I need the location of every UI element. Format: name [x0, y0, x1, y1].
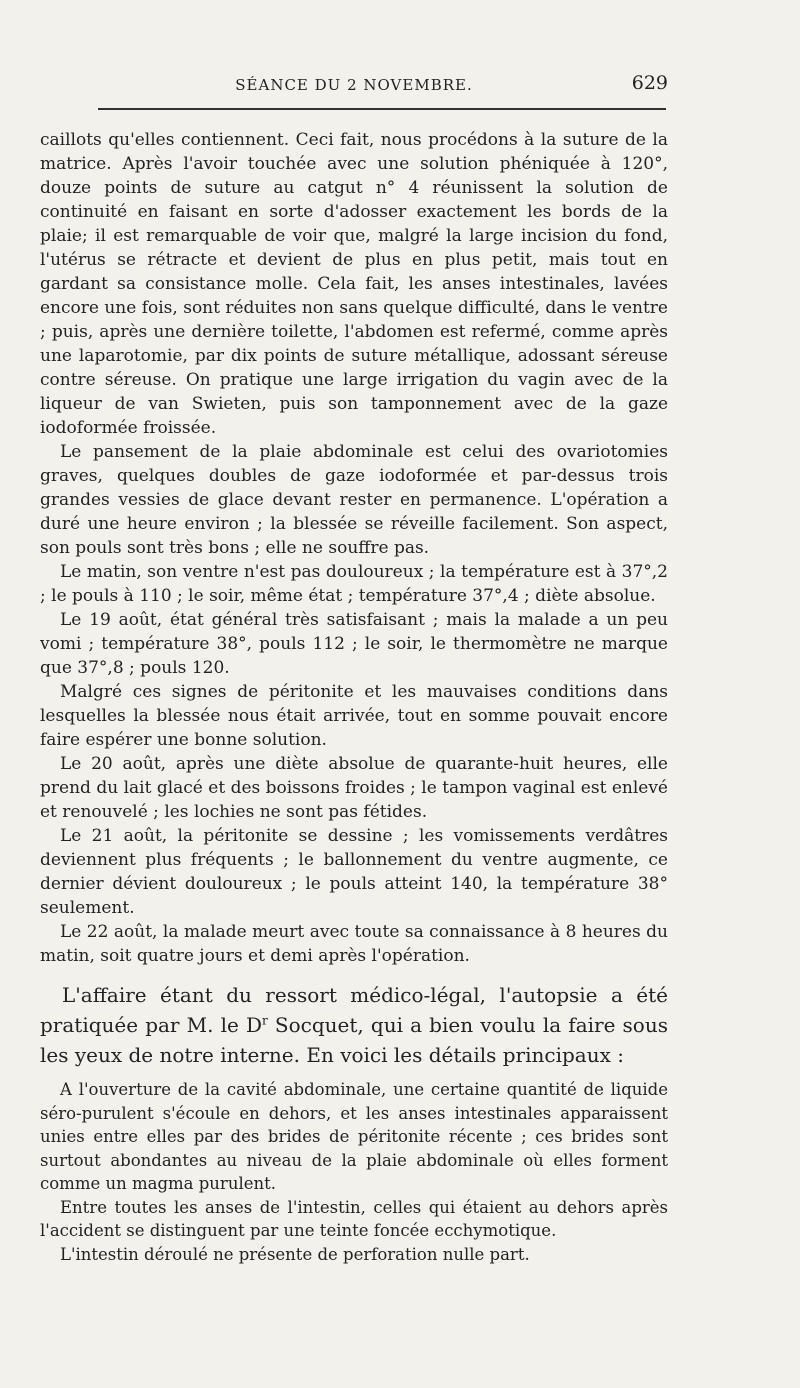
running-header: [40, 70, 668, 100]
running-title: SÉANCE DU 2 NOVEMBRE.: [235, 76, 473, 94]
paragraph: Le pansement de la plaie abdominale est celui des ovariotomies graves, quelques doubles de gaze iodoformée et par-dessus trois grandes vessies de glace devant rester en permanence. L'opération a duré une heure environ ; la blessée se réveille facilement. Son aspect, son pouls sont très bons ; elle ne souffre pas.: [40, 442, 668, 558]
page-number: 629: [631, 72, 668, 94]
autopsy-intro-sup: r: [262, 1013, 268, 1028]
paragraph: Le 19 août, état général très satisfaisant ; mais la malade a un peu vomi ; température 38°, pouls 112 ; le soir, le thermomètre ne marque que 37°,8 ; pouls 120.: [40, 610, 668, 678]
header-rule: [98, 108, 666, 110]
paragraph: L'intestin déroulé ne présente de perforation nulle part.: [60, 1244, 530, 1264]
autopsy-intro-after: Socquet, qui a bien voulu la faire sous les yeux de notre interne. En voici les détails principaux :: [40, 1013, 668, 1067]
case-report-text: [40, 128, 668, 968]
autopsy-intro: [40, 980, 668, 1070]
paragraph: Le 21 août, la péritonite se dessine ; les vomissements verdâtres deviennent plus fréquents ; le ballonnement du ventre augmente, ce dernier dévient douloureux ; le pouls atteint 140, la température 38° seulement.: [40, 826, 668, 918]
paragraph: Le matin, son ventre n'est pas douloureux ; la température est à 37°,2 ; le pouls à 110 ; le soir, même état ; température 37°,4 ; diète absolue.: [40, 562, 668, 606]
paragraph: Le 22 août, la malade meurt avec toute sa connaissance à 8 heures du matin, soit quatre jours et demi après l'opération.: [40, 922, 668, 966]
paragraph: Le 20 août, après une diète absolue de quarante-huit heures, elle prend du lait glacé et des boissons froides ; le tampon vaginal est enlevé et renouvelé ; les lochies ne sont pas fétides.: [40, 754, 668, 822]
paragraph: A l'ouverture de la cavité abdominale, une certaine quantité de liquide séro-purulent s'écoule en dehors, et les anses intestinales apparaissent unies entre elles par des brides de péritonite récente ; ces brides sont surtout abondantes au niveau de la plaie abdominale où elles forment comme un magma purulent.: [40, 1080, 668, 1193]
autopsy-details: [40, 1078, 668, 1266]
paragraph: [40, 980, 668, 1070]
autopsy-intro-before: L'affaire étant du ressort médico-légal, l'autopsie a été pratiquée par M. le D: [40, 983, 668, 1037]
paragraph: caillots qu'elles contiennent. Ceci fait, nous procédons à la suture de la matrice. Après l'avoir touchée avec une solution phéniquée à 120°, douze points de suture au catgut n° 4 réunissent la solution de continuité en faisant en sorte d'adosser exactement les bords de la plaie; il est remarquable de voir que, malgré la large incision du fond, l'utérus se rétracte et devient de plus en plus petit, mais tout en gardant sa consistance molle. Cela fait, les anses intestinales, lavées encore une fois, sont réduites non sans quelque difficulté, dans le ventre ; puis, après une dernière toilette, l'abdomen est refermé, comme après une laparotomie, par dix points de suture métallique, adossant séreuse contre séreuse. On pratique une large irrigation du vagin avec de la liqueur de van Swieten, puis son tamponnement avec de la gaze iodoformée froissée.: [40, 130, 668, 438]
paragraph: Entre toutes les anses de l'intestin, celles qui étaient au dehors après l'accident se distinguent par une teinte foncée ecchymotique.: [40, 1197, 668, 1240]
paragraph: Malgré ces signes de péritonite et les mauvaises conditions dans lesquelles la blessée nous était arrivée, tout en somme pouvait encore faire espérer une bonne solution.: [40, 682, 668, 750]
